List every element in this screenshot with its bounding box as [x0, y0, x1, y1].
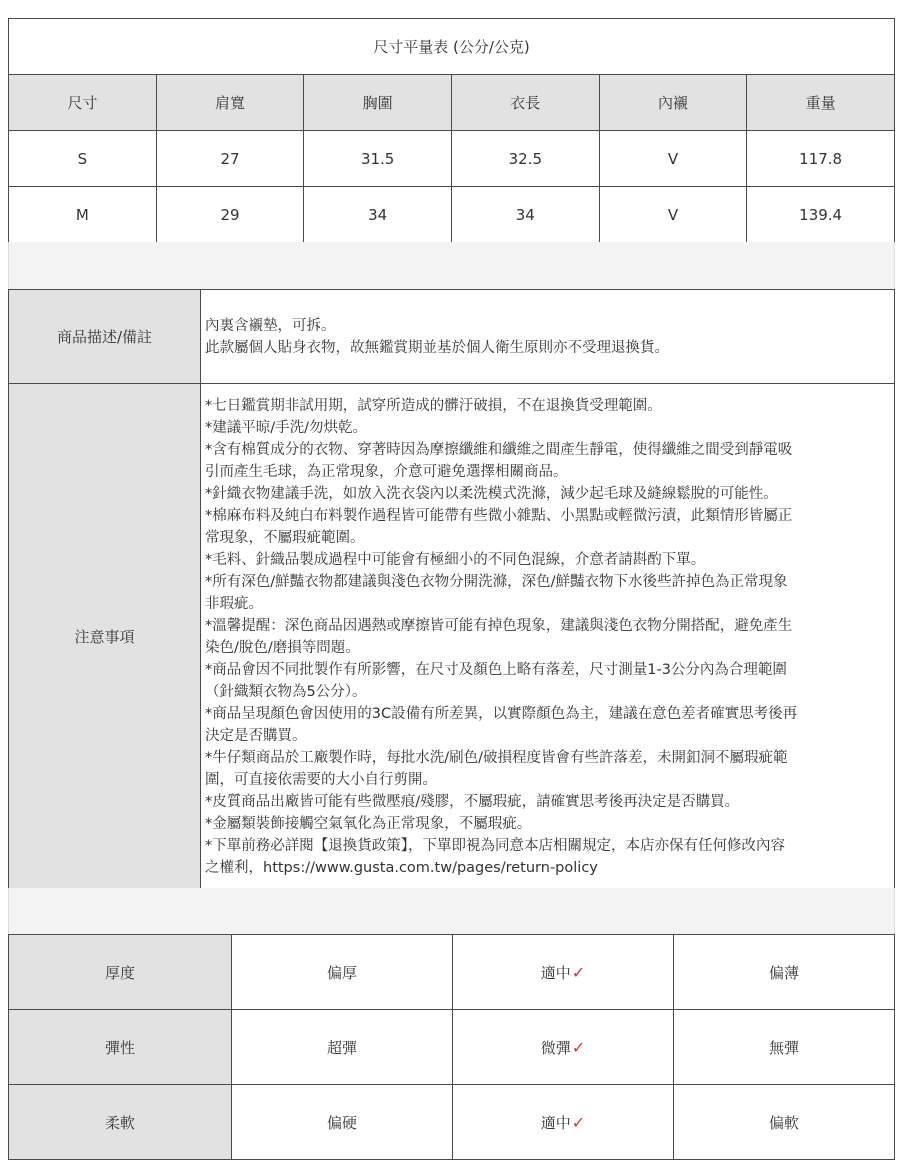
- feel-option-label: 偏厚: [326, 963, 357, 982]
- notes-line: 常現象，不屬瑕疵範圍。: [205, 529, 365, 546]
- feel-label-softness: 柔軟: [9, 1085, 232, 1160]
- feel-option: [232, 1010, 453, 1085]
- header-chest: 胸圍: [304, 75, 452, 131]
- notes-line: 決定是否購買。: [205, 727, 307, 744]
- fabric-feel-table: [8, 934, 895, 1160]
- notes-content: [201, 384, 895, 890]
- feel-option-label: 偏薄: [768, 963, 799, 982]
- cell-shoulder: 27: [156, 131, 304, 187]
- notes-line: 圍，可直接依需要的大小自行剪開。: [205, 771, 437, 788]
- feel-option-label: 偏硬: [326, 1113, 357, 1132]
- fabric-feel: [8, 934, 895, 1160]
- cell-length: 32.5: [451, 131, 599, 187]
- cell-lining: V: [599, 131, 747, 187]
- cell-shoulder: 29: [156, 187, 304, 243]
- notes-line: *所有深色/鮮豔衣物都建議與淺色衣物分開洗滌，深色/鮮豔衣物下水後些許掉色為正常現象: [205, 573, 788, 590]
- size-table-title-row: [9, 19, 895, 75]
- notes-line: *毛料、針織品製成過程中可能會有極細小的不同色混線，介意者請斟酌下單。: [205, 551, 706, 568]
- feel-option-selected: [453, 1010, 674, 1085]
- cell-chest: 34: [304, 187, 452, 243]
- feel-option: [232, 1085, 453, 1160]
- notes-line: *商品會因不同批製作有所影響，在尺寸及顏色上略有落差，尺寸測量1-3公分內為合理範圍: [205, 661, 787, 678]
- notes-label: 注意事項: [9, 384, 201, 890]
- notes-line: *下單前務必詳閱【退換貨政策】，下單即視為同意本店相關規定，本店亦保有任何修改內容: [205, 837, 785, 854]
- header-shoulder: 肩寬: [156, 75, 304, 131]
- notes-line: 之權利，https://www.gusta.com.tw/pages/return-policy: [205, 859, 598, 876]
- header-size: 尺寸: [9, 75, 157, 131]
- feel-option-selected: [453, 935, 674, 1010]
- feel-option-label: 適中: [540, 1113, 571, 1132]
- table-row: [9, 935, 895, 1010]
- feel-option-label: 無彈: [768, 1038, 799, 1057]
- section-divider: [8, 242, 895, 289]
- description-line: 內裏含襯墊，可拆。: [205, 317, 336, 334]
- feel-option: [232, 935, 453, 1010]
- product-info: [8, 289, 895, 890]
- description-content: [201, 290, 895, 384]
- feel-label-elasticity: 彈性: [9, 1010, 232, 1085]
- cell-weight: 117.8: [747, 131, 895, 187]
- size-table-title: 尺寸平量表 (公分/公克): [9, 19, 895, 75]
- description-row: [9, 290, 895, 384]
- feel-option-label: 適中: [540, 963, 571, 982]
- feel-option-label: 偏軟: [768, 1113, 799, 1132]
- table-row: [9, 187, 895, 243]
- notes-line: *棉麻布料及純白布料製作過程皆可能帶有些微小雜點、小黑點或輕微污漬，此類情形皆屬正: [205, 507, 793, 524]
- size-table: [8, 18, 895, 243]
- cell-length: 34: [451, 187, 599, 243]
- notes-line: *針織衣物建議手洗，如放入洗衣袋內以柔洗模式洗滌，減少起毛球及縫線鬆脫的可能性。: [205, 485, 778, 502]
- section-divider: [8, 888, 895, 934]
- feel-option: [674, 935, 895, 1010]
- notes-line: 染色/脫色/磨損等問題。: [205, 639, 360, 656]
- feel-label-thickness: 厚度: [9, 935, 232, 1010]
- notes-line: *金屬類裝飾接觸空氣氧化為正常現象，不屬瑕疵。: [205, 815, 532, 832]
- cell-lining: V: [599, 187, 747, 243]
- check-icon: ✓: [571, 962, 586, 982]
- size-table-header-row: [9, 75, 895, 131]
- feel-option: [674, 1010, 895, 1085]
- check-icon: ✓: [571, 1037, 586, 1057]
- cell-size: M: [9, 187, 157, 243]
- table-row: [9, 1010, 895, 1085]
- notes-line: *建議平晾/手洗/勿烘乾。: [205, 419, 368, 436]
- size-chart: [8, 18, 895, 243]
- description-line: 此款屬個人貼身衣物，故無鑑賞期並基於個人衛生原則亦不受理退換貨。: [205, 339, 669, 356]
- notes-line: *含有棉質成分的衣物、穿著時因為摩擦纖維和纖維之間產生靜電，使得纖維之間受到靜電吸: [205, 441, 793, 458]
- notes-line: *溫馨提醒：深色商品因遇熱或摩擦皆可能有掉色現象，建議與淺色衣物分開搭配，避免產生: [205, 617, 793, 634]
- product-info-table: [8, 289, 895, 890]
- cell-chest: 31.5: [304, 131, 452, 187]
- table-row: [9, 1085, 895, 1160]
- feel-option-label: 超彈: [326, 1038, 357, 1057]
- table-row: [9, 131, 895, 187]
- notes-line: *七日鑑賞期非試用期，試穿所造成的髒汙破損，不在退換貨受理範圍。: [205, 397, 662, 414]
- cell-size: S: [9, 131, 157, 187]
- header-lining: 內襯: [599, 75, 747, 131]
- notes-row: [9, 384, 895, 890]
- notes-line: *牛仔類商品於工廠製作時，每批水洗/刷色/破損程度皆會有些許落差，未開釦洞不屬瑕疵範: [205, 749, 788, 766]
- feel-option-label: 微彈: [540, 1038, 571, 1057]
- notes-line: 引而產生毛球，為正常現象，介意可避免選擇相關商品。: [205, 463, 568, 480]
- notes-line: *商品呈現顏色會因使用的3C設備有所差異，以實際顏色為主，建議在意色差者確實思考後再: [205, 705, 798, 722]
- check-icon: ✓: [571, 1112, 586, 1132]
- header-length: 衣長: [451, 75, 599, 131]
- description-label: 商品描述/備註: [9, 290, 201, 384]
- notes-line: 非瑕疵。: [205, 595, 263, 612]
- feel-option-selected: [453, 1085, 674, 1160]
- feel-option: [674, 1085, 895, 1160]
- header-weight: 重量: [747, 75, 895, 131]
- cell-weight: 139.4: [747, 187, 895, 243]
- notes-line: *皮質商品出廠皆可能有些微壓痕/殘膠，不屬瑕疵，請確實思考後再決定是否購買。: [205, 793, 740, 810]
- notes-line: （針織類衣物為5公分）。: [205, 683, 367, 700]
